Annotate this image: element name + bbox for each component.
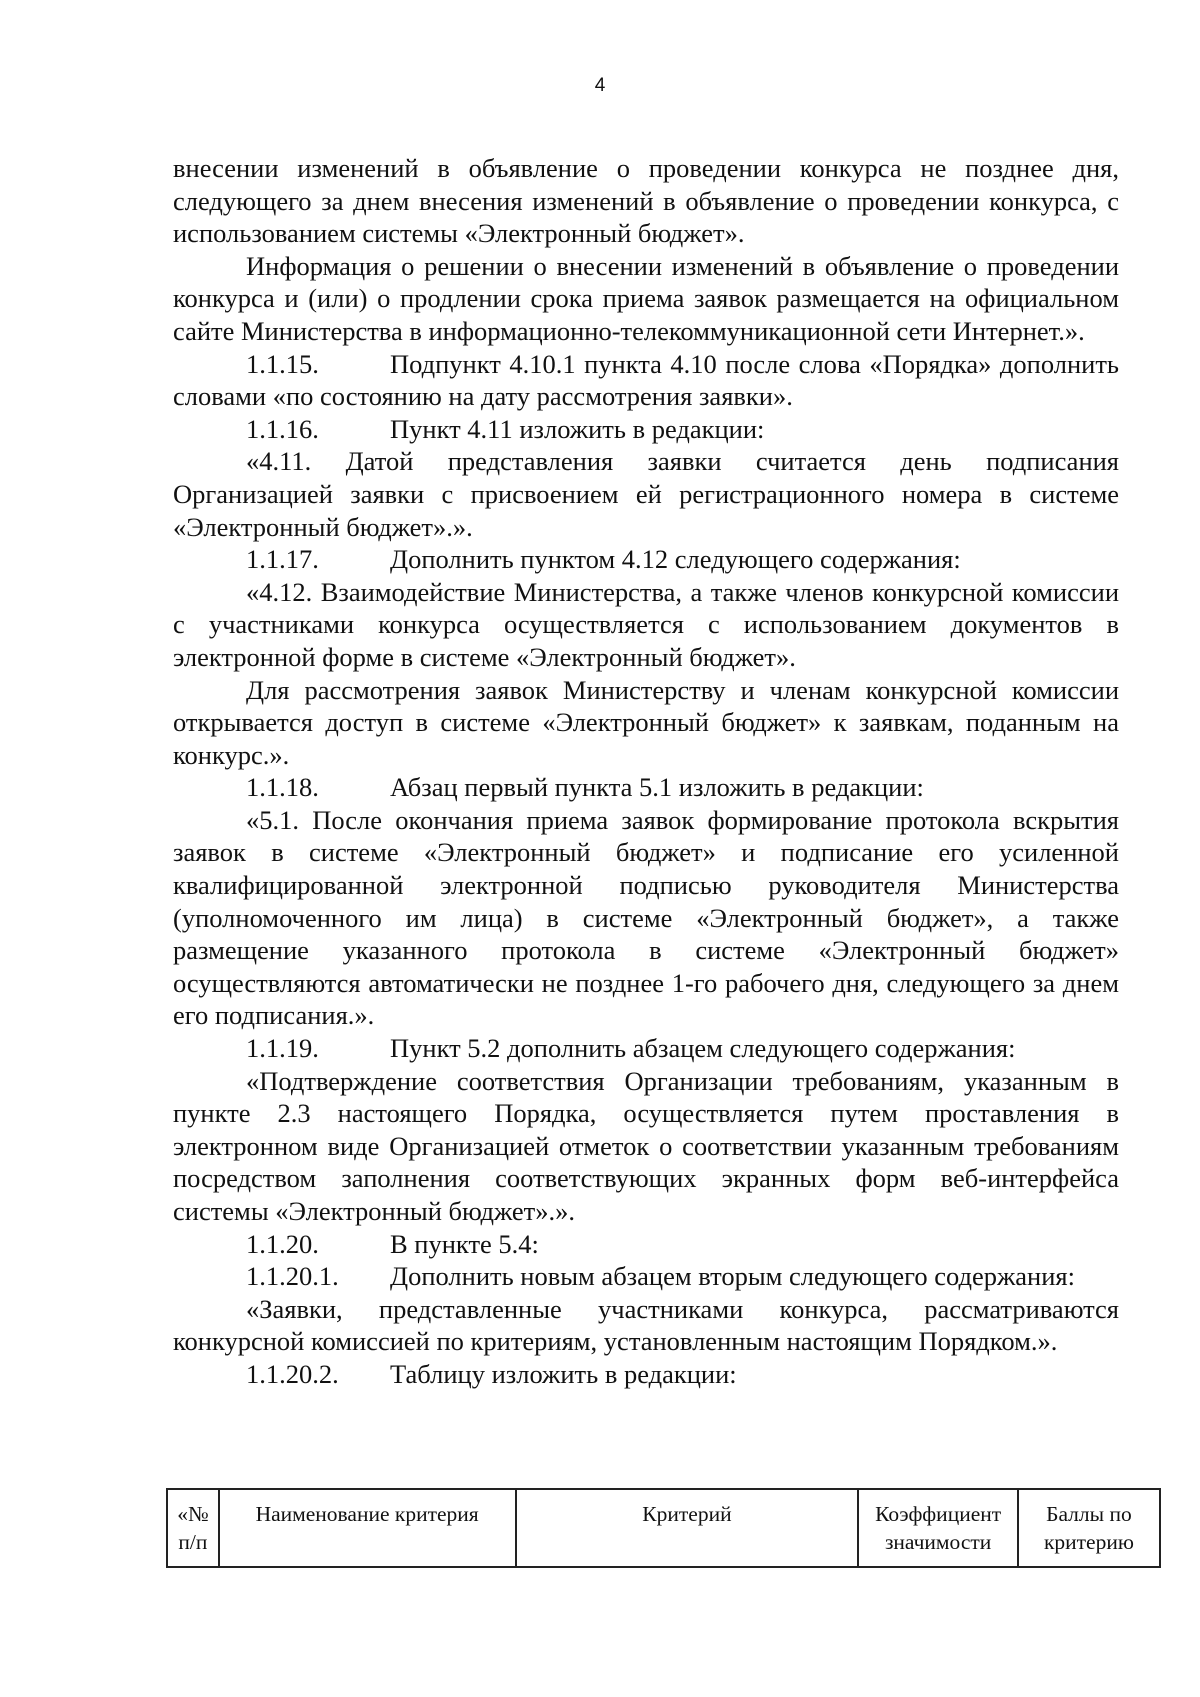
clause-1-1-20-2 xyxy=(173,1358,1119,1391)
paragraph-confirmation: «Подтверждение соответствия Организации требованиям, указанным в пункте 2.3 настоящего Порядка, осуществляется путем проставления в электронном виде Организацией отметок о соответствии указанным требованиям посредством заполнения соответствующих экранных форм веб-интерфейса системы «Электронный бюджет».». xyxy=(173,1065,1119,1226)
header-weight: Коэффициент значимости xyxy=(858,1489,1018,1567)
clause-text: Пункт 5.2 дополнить абзацем следующего содержания: xyxy=(390,1033,1016,1064)
clause-number: 1.1.20.1. xyxy=(246,1261,339,1292)
paragraph-4-11: «4.11. Датой представления заявки считается день подписания Организацией заявки с присвоением ей регистрационного номера в системе «Электронный бюджет».». xyxy=(173,446,1119,542)
clause-1-1-19 xyxy=(173,1032,1119,1065)
paragraph-info-publication: Информация о решении о внесении изменений в объявление о проведении конкурса и (или) о продлении срока приема заявок размещается на официальном сайте Министерства в информационно-телекоммуникационной сети Интернет.». xyxy=(173,250,1119,346)
header-criterion: Критерий xyxy=(516,1489,859,1567)
clause-1-1-18 xyxy=(173,771,1119,804)
paragraph-5-1: «5.1. После окончания приема заявок формирование протокола вскрытия заявок в системе «Электронный бюджет» и подписание его усиленной квалифицированной электронной подписью руководителя Министерства (уполномоченного им лица) в системе «Электронный бюджет», а также размещение указанного протокола в системе «Электронный бюджет» осуществляются автоматически не позднее 1-го рабочего дня, следующего за днем его подписания.». xyxy=(173,804,1119,1031)
clause-number: 1.1.18. xyxy=(246,772,319,803)
paragraph-access: Для рассмотрения заявок Министерству и членам конкурсной комиссии открывается доступ в системе «Электронный бюджет» к заявкам, поданным на конкурс.». xyxy=(173,674,1119,770)
clause-text: Абзац первый пункта 5.1 изложить в редакции: xyxy=(390,772,924,803)
clause-1-1-20-1 xyxy=(173,1260,1119,1293)
document-body xyxy=(173,152,1119,1391)
clause-text: Пункт 4.11 изложить в редакции: xyxy=(390,413,765,444)
clause-1-1-20 xyxy=(173,1228,1119,1261)
header-number: «№ п/п xyxy=(167,1489,219,1567)
clause-1-1-16 xyxy=(173,413,1119,446)
clause-number: 1.1.15. xyxy=(246,348,319,379)
clause-number: 1.1.20. xyxy=(246,1228,319,1259)
paragraph-applications-review: «Заявки, представленные участниками конкурса, рассматриваются конкурсной комиссией по критериям, установленным настоящим Порядком.». xyxy=(173,1293,1119,1357)
paragraph-4-12: «4.12. Взаимодействие Министерства, а также членов конкурсной комиссии с участниками конкурса осуществляется с использованием документов в электронной форме в системе «Электронный бюджет». xyxy=(173,576,1119,672)
clause-text: В пункте 5.4: xyxy=(390,1228,539,1259)
clause-number: 1.1.20.2. xyxy=(246,1358,339,1389)
header-criterion-name: Наименование критерия xyxy=(219,1489,516,1567)
clause-1-1-17 xyxy=(173,543,1119,576)
paragraph-continuation: внесении изменений в объявление о проведении конкурса не позднее дня, следующего за днем внесения изменений в объявление о проведении конкурса, с использованием системы «Электронный бюджет». xyxy=(173,153,1119,249)
criteria-table xyxy=(166,1488,1161,1568)
clause-text: Дополнить новым абзацем вторым следующего содержания: xyxy=(390,1261,1075,1292)
clause-text: Таблицу изложить в редакции: xyxy=(390,1358,737,1389)
clause-text: Подпункт 4.10.1 пункта 4.10 после слова «Порядка» дополнить словами «по состоянию на дату рассмотрения заявки». xyxy=(173,348,1119,412)
clause-1-1-15 xyxy=(173,348,1119,413)
table-header-row xyxy=(167,1489,1160,1567)
clause-text: Дополнить пунктом 4.12 следующего содержания: xyxy=(390,544,961,575)
clause-number: 1.1.16. xyxy=(246,413,319,444)
page-number: 4 xyxy=(594,75,606,96)
clause-number: 1.1.17. xyxy=(246,544,319,575)
clause-number: 1.1.19. xyxy=(246,1033,319,1064)
header-score: Баллы по критерию xyxy=(1018,1489,1160,1567)
